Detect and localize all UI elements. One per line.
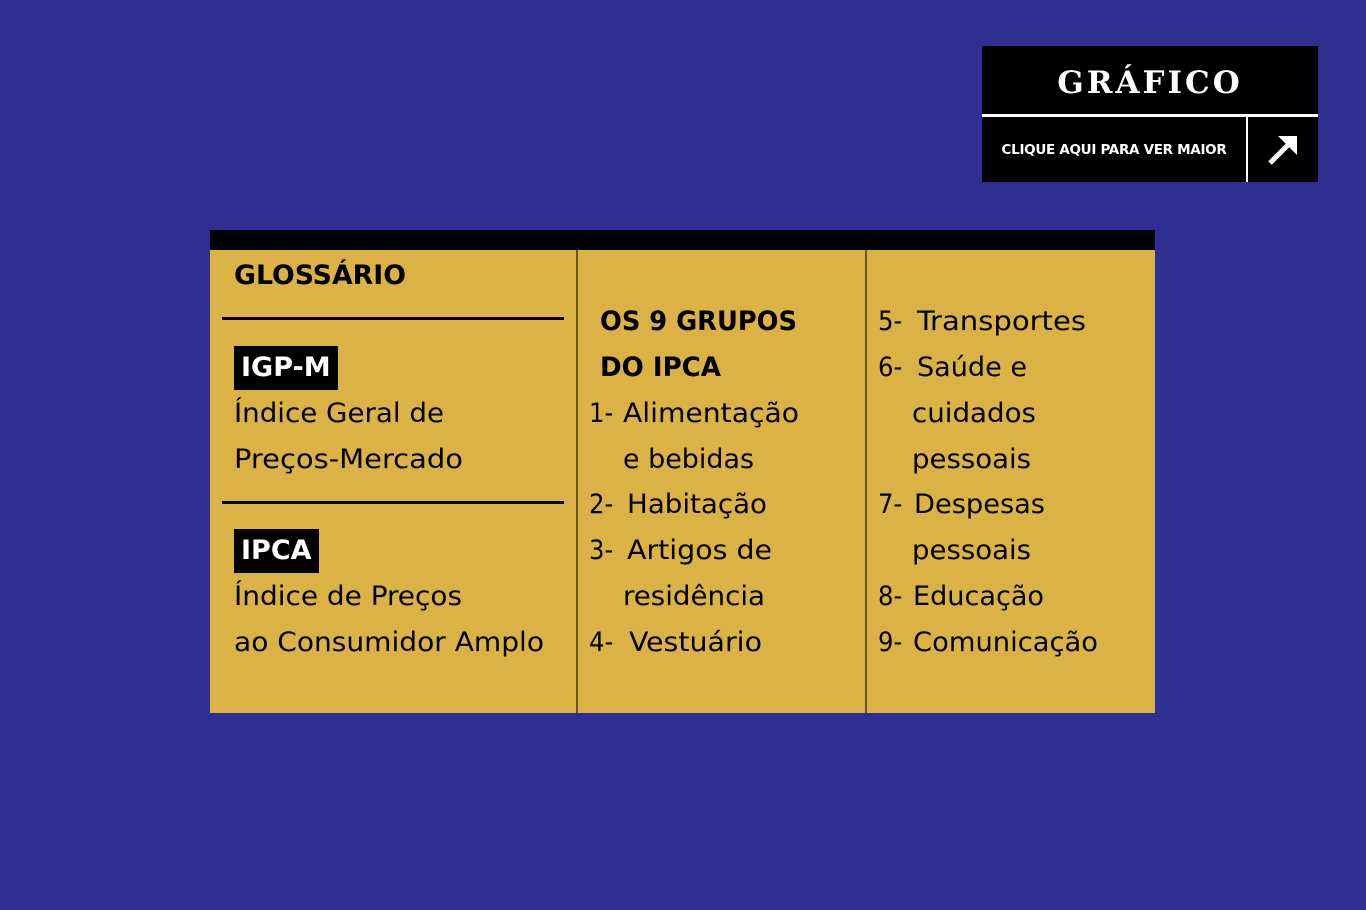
group-number: 4- <box>589 627 614 658</box>
view-larger-link[interactable]: CLIQUE AQUI PARA VER MAIOR <box>1001 142 1227 158</box>
term-definition-line: Índice Geral de <box>234 398 444 429</box>
group-label-line: residência <box>623 581 765 612</box>
group-number: 5- <box>878 306 903 337</box>
groups-heading-line: OS 9 GRUPOS <box>600 306 797 337</box>
group-label-line: Despesas <box>914 489 1045 520</box>
group-number: 6- <box>878 352 903 383</box>
group-label-line: Educação <box>913 581 1044 612</box>
table-top-bar <box>210 230 1155 250</box>
term-tag-ipca: IPCA <box>234 529 319 573</box>
glossary-rule <box>222 501 564 504</box>
group-number: 8- <box>878 581 903 612</box>
group-number: 7- <box>878 489 903 520</box>
group-number: 2- <box>589 489 614 520</box>
arrow-up-right-icon[interactable] <box>1248 117 1318 182</box>
group-number: 1- <box>589 398 614 429</box>
group-label-line: Habitação <box>627 489 767 520</box>
group-label-line: Artigos de <box>627 535 772 566</box>
term-tag-igpm: IGP-M <box>234 346 338 390</box>
group-label-line: Saúde e <box>917 352 1027 383</box>
term-definition-line: ao Consumidor Amplo <box>234 627 544 658</box>
column-divider <box>865 250 867 713</box>
group-label-line: Transportes <box>917 306 1086 337</box>
grafico-title: GRÁFICO <box>1057 65 1243 101</box>
grafico-box[interactable] <box>982 46 1318 182</box>
groups-heading-line: DO IPCA <box>600 352 721 383</box>
term-definition-line: Índice de Preços <box>234 581 462 612</box>
group-label-line: pessoais <box>912 535 1031 566</box>
term-definition-line: Preços-Mercado <box>234 444 463 475</box>
column-divider <box>576 250 578 713</box>
group-label-line: cuidados <box>912 398 1036 429</box>
glossary-heading: GLOSSÁRIO <box>234 260 406 291</box>
group-number: 3- <box>589 535 614 566</box>
group-label-line: Comunicação <box>913 627 1098 658</box>
glossary-rule <box>222 317 564 320</box>
group-label-line: Vestuário <box>629 627 762 658</box>
group-label-line: pessoais <box>912 444 1031 475</box>
group-label-line: e bebidas <box>623 444 754 475</box>
group-label-line: Alimentação <box>623 398 799 429</box>
group-number: 9- <box>878 627 903 658</box>
